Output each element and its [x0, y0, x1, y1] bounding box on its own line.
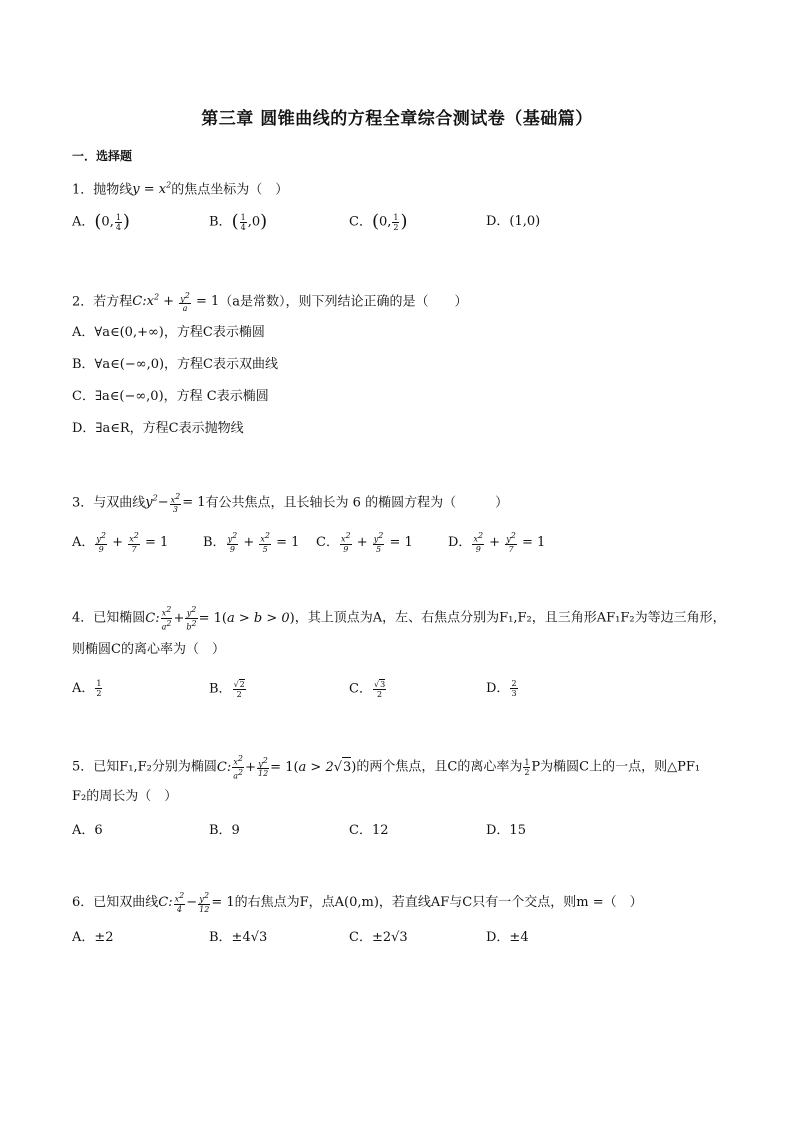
- q6-equation: C: $\frac{x^2}{4}$ − $\frac{y^2}{12}$ = 1: [158, 891, 235, 914]
- question-3-stem: 3．与双曲线$y^2-$ $\frac{x^2}{3}$ = 1有公共焦点，且长轴长为 6 的椭圆方程为（ ）: [72, 491, 509, 515]
- section-heading: 一．选择题: [72, 149, 133, 163]
- q4-stem-line2: 则椭圆C的离心率为（ ）: [72, 642, 225, 657]
- q3-option-d: D． $\frac{x^2}{9}$ + $\frac{y^2}{7}$ = 1: [448, 531, 546, 554]
- q4-option-d: D． $\frac{2}{3}$: [486, 679, 517, 698]
- q5-option-a: A．6: [72, 823, 103, 838]
- q6-option-a: A．±2: [72, 930, 114, 945]
- q3-option-b: B． $\frac{y^2}{9}$ + $\frac{x^2}{5}$ = 1: [203, 531, 300, 554]
- q1-stem-post: 的焦点坐标为（ ）: [171, 182, 289, 198]
- question-5-stem: 5．已知F₁,F₂分别为椭圆C: $\frac{x^2}{a^2}$ + $\frac{y^2}{12}$ = 1(a > 2√3)的两个焦点，且C的离心率为 $\frac{1}{2}$ P为椭圆C上的一点，则△PF₁: [72, 754, 701, 781]
- q5-option-d: D．15: [486, 823, 526, 838]
- question-1-stem: [72, 176, 288, 200]
- q5-equation: C: $\frac{x^2}{a^2}$ + $\frac{y^2}{12}$ = 1(a > 2√3): [216, 754, 357, 781]
- q4-option-c: C． $\frac{√3}{2}$: [349, 680, 386, 699]
- page-title: 第三章 圆锥曲线的方程全章综合测试卷（基础篇）: [201, 109, 593, 129]
- q2-option-d: D．∃a∈R，方程C表示抛物线: [72, 421, 244, 436]
- q2-option-b: B．∀a∈(−∞,0)，方程C表示双曲线: [72, 357, 278, 372]
- q4-option-a: A． $\frac{1}{2}$: [72, 679, 102, 698]
- q5-eccentricity: $\frac{1}{2}$: [524, 757, 530, 777]
- q4-equation: C: $\frac{x^2}{a^2}$ + $\frac{y^2}{b^2}$ = 1(a > b > 0): [145, 605, 295, 632]
- q1-option-c: C．(0, $\frac{1}{2}$ ): [349, 211, 408, 232]
- q6-option-d: D．±4: [486, 930, 529, 945]
- q3-option-c: C． $\frac{x^2}{9}$ + $\frac{y^2}{5}$ = 1: [316, 531, 413, 554]
- q1-option-d: D．(1,0): [486, 214, 541, 229]
- q6-option-c: C．±2√3: [349, 930, 408, 945]
- q1-stem-pre: 1．抛物线: [72, 182, 133, 198]
- q5-stem-line2: F₂的周长为（ ）: [72, 789, 178, 804]
- q4-option-b: B． $\frac{√2}{2}$: [209, 680, 245, 699]
- q2-equation: $C:x^2$ + $\frac{y^2}{a}$ = 1: [132, 290, 220, 314]
- q3-option-a: A． $\frac{y^2}{9}$ + $\frac{x^2}{7}$ = 1: [72, 531, 169, 554]
- q1-equation: $y = x^2$: [132, 181, 172, 198]
- q5-option-b: B．9: [209, 823, 240, 838]
- question-6-stem: 6．已知双曲线C: $\frac{x^2}{4}$ − $\frac{y^2}{12}$ = 1的右焦点为F，点A(0,m)，若直线AF与C只有一个交点，则m =（ ）: [72, 891, 643, 914]
- q3-equation: $y^2-$ $\frac{x^2}{3}$ = 1: [145, 491, 206, 515]
- q1-option-a: A．(0, $\frac{1}{4}$ ): [72, 211, 130, 232]
- q6-option-b: B．±4√3: [209, 930, 268, 945]
- q5-option-c: C．12: [349, 823, 389, 838]
- q1-option-b: B．( $\frac{1}{4}$ ,0): [209, 211, 268, 232]
- q2-option-c: C．∃a∈(−∞,0)，方程 C表示椭圆: [72, 389, 269, 404]
- question-2-stem: 2．若方程$C:x^2$ + $\frac{y^2}{a}$ = 1（a是常数），则下列结论正确的是（ ）: [72, 290, 468, 314]
- question-4-stem: 4．已知椭圆C: $\frac{x^2}{a^2}$ + $\frac{y^2}{b^2}$ = 1(a > b > 0)，其上顶点为A，左、右焦点分别为F₁,F₂，且三角形AF₁F₂为等边三角形，: [72, 605, 726, 632]
- q2-option-a: A．∀a∈(0,+∞)，方程C表示椭圆: [72, 325, 265, 340]
